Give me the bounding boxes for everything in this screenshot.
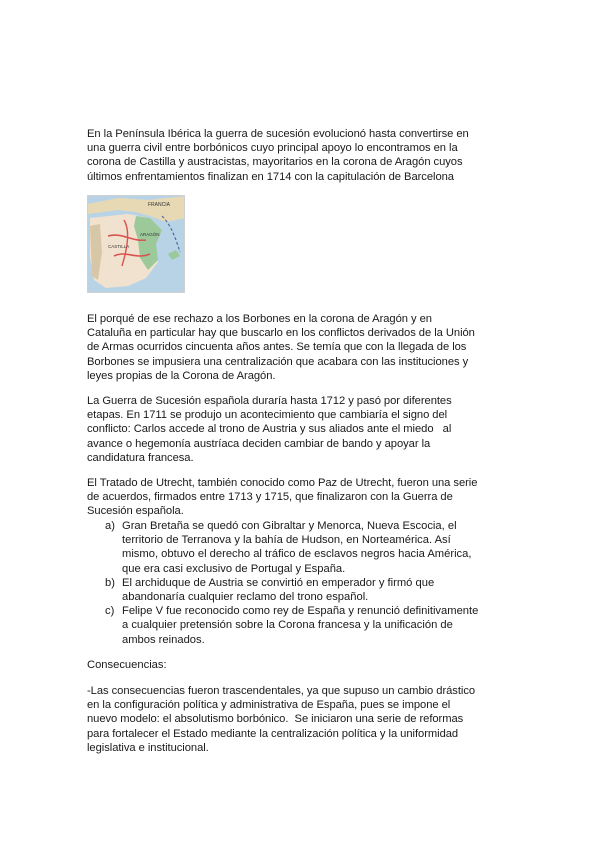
text-line: Felipe V fue reconocido como rey de España y renunció definitivamente — [122, 605, 479, 618]
text-line: de acuerdos, firmados entre 1713 y 1715, que finalizaron con la Guerra de — [87, 491, 453, 504]
text-line: El Tratado de Utrecht, también conocido como Paz de Utrecht, fueron una serie — [87, 477, 478, 489]
consequences-paragraph — [87, 684, 527, 755]
list-item — [105, 576, 525, 604]
text-line: avance o hegemonía austríaca deciden cambiar de bando y apoyar la — [87, 437, 431, 450]
consequences-heading: Consecuencias: — [87, 659, 167, 671]
text-line: candidatura francesa. — [87, 451, 194, 464]
map-illustration — [88, 196, 185, 293]
text-line: mismo, obtuvo el derecho al tráfico de esclavos negros hacia América, — [122, 548, 472, 561]
text-line: Cataluña en particular hay que buscarlo en los conflictos derivados de la Unión — [87, 327, 475, 340]
text-line: para fortalecer el Estado mediante la centralización política y la uniformidad — [87, 727, 459, 740]
treaty-paragraph — [87, 476, 527, 519]
text-line: Borbones se impusiera una centralización que acabara con las instituciones y — [87, 355, 469, 368]
succession-war-map-image — [87, 195, 185, 293]
text-line: ambos reinados. — [122, 633, 205, 646]
text-line: una guerra civil entre borbónicos cuyo principal apoyo lo encontramos en la — [87, 142, 458, 155]
list-item — [105, 519, 525, 576]
list-marker: c) — [105, 605, 115, 618]
text-line: a cualquier pretensión sobre la Corona francesa y la unificación de — [122, 619, 453, 632]
text-line: de Armas ocurridos cincuenta años antes. Se temía que con la llegada de los — [87, 341, 467, 354]
text-line: leyes propias de la Corona de Aragón. — [87, 369, 276, 382]
war-paragraph — [87, 394, 527, 465]
map-label-castilla: CASTILLA — [108, 244, 130, 249]
text-line: Gran Bretaña se quedó con Gibraltar y Menorca, Nueva Escocia, el — [122, 520, 457, 532]
map-label-francia: FRANCIA — [148, 202, 170, 208]
text-line: -Las consecuencias fueron trascendentales, ya que supuso un cambio drástico — [87, 685, 476, 697]
text-line: En la Península Ibérica la guerra de sucesión evolucionó hasta convertirse en — [87, 128, 469, 140]
intro-paragraph — [87, 127, 527, 184]
text-line: legislativa e institucional. — [87, 741, 209, 754]
text-line: abandonaría cualquier reclamo del trono español. — [122, 591, 369, 604]
text-line: territorio de Terranova y la bahía de Hudson, en Norteamérica. Así — [122, 534, 451, 547]
text-line: El archiduque de Austria se convirtió en emperador y firmó que — [122, 576, 435, 589]
map-label-aragon: ARAGÓN — [140, 232, 160, 237]
text-line: que era casi exclusivo de Portugal y España. — [122, 562, 346, 575]
text-line: El porqué de ese rechazo a los Borbones en la corona de Aragón y en — [87, 313, 432, 325]
treaty-items-list — [105, 519, 525, 647]
text-line: corona de Castilla y austracistas, mayoritarios en la corona de Aragón cuyos — [87, 156, 463, 169]
list-item — [105, 604, 525, 647]
text-line: La Guerra de Sucesión española duraría hasta 1712 y pasó por diferentes — [87, 395, 452, 407]
text-line: en la configuración política y administrativa de España, pues se impone el — [87, 699, 451, 712]
text-line: últimos enfrentamientos finalizan en 1714 con la capitulación de Barcelona — [87, 170, 454, 183]
aragon-paragraph — [87, 312, 527, 383]
list-marker: b) — [105, 576, 115, 589]
text-line: nuevo modelo: el absolutismo borbónico. Se iniciaron una serie de reformas — [87, 713, 464, 726]
text-line: conflicto: Carlos accede al trono de Austria y sus aliados ante el miedo al — [87, 423, 452, 436]
text-line: Sucesión española. — [87, 505, 184, 518]
list-marker: a) — [105, 520, 115, 532]
text-line: etapas. En 1711 se produjo un acontecimiento que cambiaría el signo del — [87, 409, 448, 422]
